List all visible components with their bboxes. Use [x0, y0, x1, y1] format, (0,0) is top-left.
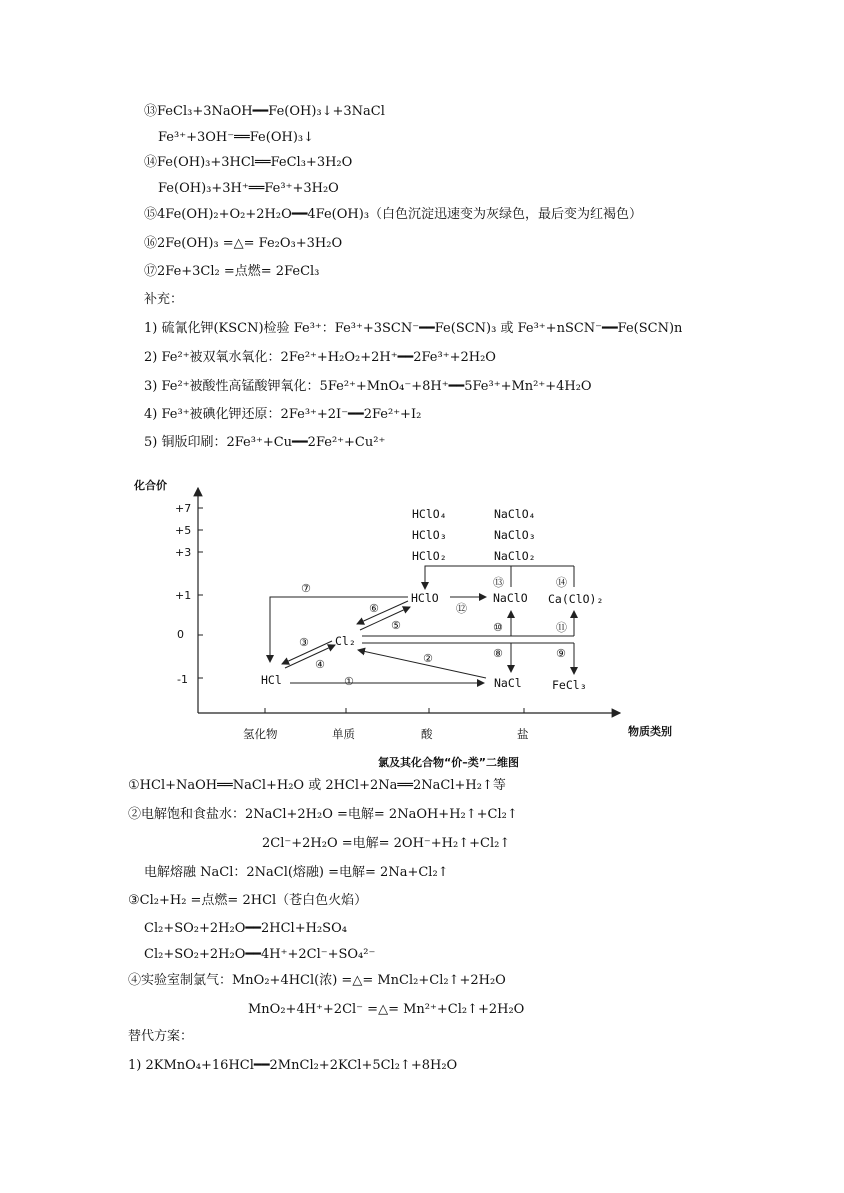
species-hclo3: HClO₃	[412, 528, 447, 542]
supplement-1: 1) 硫氰化钾(KSCN)检验 Fe³⁺：Fe³⁺+3SCN⁻━━Fe(SCN)₃ 或 Fe³⁺+nSCN⁻━━Fe(SCN)n	[144, 321, 683, 336]
x-axis-label: 物质类别	[628, 725, 672, 738]
equation-13-ionic: Fe³⁺+3OH⁻══Fe(OH)₃↓	[158, 130, 314, 145]
y-tick: +5	[175, 524, 192, 537]
species-naclo3: NaClO₃	[494, 528, 536, 542]
marker-11: ⑪	[556, 621, 567, 634]
supplement-5: 5) 铜版印刷：2Fe³⁺+Cu━━2Fe²⁺+Cu²⁺	[144, 435, 386, 450]
y-tick: +3	[175, 546, 192, 559]
equation-c3: ③Cl₂+H₂ =点燃= 2HCl（苍白色火焰）	[128, 893, 368, 908]
equation-c4: ④实验室制氯气：MnO₂+4HCl(浓) =△= MnCl₂+Cl₂↑+2H₂O	[128, 973, 506, 988]
alternative-heading: 替代方案：	[128, 1029, 194, 1044]
x-tick-hydride: 氢化物	[243, 727, 278, 741]
supplement-2: 2) Fe²⁺被双氧水氧化：2Fe²⁺+H₂O₂+2H⁺━━2Fe³⁺+2H₂O	[144, 350, 496, 365]
species-hclo2: HClO₂	[412, 549, 447, 563]
equation-c1: ①HCl+NaOH══NaCl+H₂O 或 2HCl+2Na══2NaCl+H₂↑等	[128, 778, 506, 793]
diagram-caption: 氯及其化合物“价–类”二维图	[378, 756, 519, 769]
x-tick-acid: 酸	[421, 727, 433, 741]
species-hclo4: HClO₄	[412, 507, 447, 521]
equation-16: ⑯2Fe(OH)₃ =△= Fe₂O₃+3H₂O	[144, 236, 343, 251]
y-tick: +1	[175, 589, 192, 602]
equation-c3-so2-ionic: Cl₂+SO₂+2H₂O━━4H⁺+2Cl⁻+SO₄²⁻	[144, 947, 376, 962]
alternative-1: 1) 2KMnO₄+16HCl━━2MnCl₂+2KCl+5Cl₂↑+8H₂O	[128, 1058, 458, 1073]
valence-class-diagram	[0, 470, 844, 780]
equation-15: ⑮4Fe(OH)₂+O₂+2H₂O━━4Fe(OH)₃（白色沉淀迅速变为灰绿色，最后变为红褐色）	[144, 207, 643, 222]
species-hcl: HCl	[261, 673, 282, 687]
species-cl2: Cl₂	[335, 634, 356, 648]
supplement-4: 4) Fe³⁺被碘化钾还原：2Fe³⁺+2I⁻━━2Fe²⁺+I₂	[144, 407, 422, 422]
equation-c4-ionic: MnO₂+4H⁺+2Cl⁻ =△= Mn²⁺+Cl₂↑+2H₂O	[248, 1002, 525, 1017]
marker-10: ⑩	[493, 621, 503, 634]
species-fecl3: FeCl₃	[552, 678, 587, 692]
species-naclo: NaClO	[493, 591, 528, 605]
species-hclo: HClO	[411, 591, 439, 605]
marker-13: ⑬	[493, 576, 504, 589]
marker-6: ⑥	[369, 602, 379, 615]
marker-14: ⑭	[556, 576, 567, 589]
species-caclo2: Ca(ClO)₂	[548, 592, 604, 606]
supplement-3: 3) Fe²⁺被酸性高锰酸钾氧化：5Fe²⁺+MnO₄⁻+8H⁺━━5Fe³⁺+Mn²⁺+4H₂O	[144, 379, 592, 394]
marker-3: ③	[299, 636, 309, 649]
species-nacl: NaCl	[494, 676, 522, 690]
y-tick: -1	[177, 673, 188, 686]
supplement-heading: 补充：	[144, 292, 184, 307]
marker-2: ②	[423, 652, 433, 665]
equation-c2-molten: 电解熔融 NaCl：2NaCl(熔融) =电解= 2Na+Cl₂↑	[144, 865, 449, 880]
equation-14: ⑭Fe(OH)₃+3HCl══FeCl₃+3H₂O	[144, 155, 353, 170]
marker-7: ⑦	[301, 582, 311, 595]
marker-1: ①	[344, 675, 354, 688]
marker-8: ⑧	[493, 647, 503, 660]
species-naclo2: NaClO₂	[494, 549, 536, 563]
equation-c3-so2: Cl₂+SO₂+2H₂O━━2HCl+H₂SO₄	[144, 921, 347, 936]
equation-14-ionic: Fe(OH)₃+3H⁺══Fe³⁺+3H₂O	[158, 181, 339, 196]
y-tick: 0	[177, 628, 184, 641]
x-tick-salt: 盐	[517, 727, 529, 741]
marker-12: ⑫	[456, 602, 467, 615]
marker-9: ⑨	[556, 647, 566, 660]
y-tick: +7	[175, 502, 192, 515]
equation-13: ⑬FeCl₃+3NaOH━━Fe(OH)₃↓+3NaCl	[144, 104, 385, 119]
species-naclo4: NaClO₄	[494, 507, 536, 521]
equation-c2-ionic: 2Cl⁻+2H₂O =电解= 2OH⁻+H₂↑+Cl₂↑	[262, 836, 511, 851]
y-axis-label: 化合价	[134, 479, 167, 492]
marker-5: ⑤	[391, 619, 401, 632]
equation-c2: ②电解饱和食盐水：2NaCl+2H₂O =电解= 2NaOH+H₂↑+Cl₂↑	[128, 807, 518, 822]
x-tick-element: 单质	[332, 727, 355, 741]
equation-17: ⑰2Fe+3Cl₂ =点燃= 2FeCl₃	[144, 264, 320, 279]
marker-4: ④	[315, 658, 325, 671]
